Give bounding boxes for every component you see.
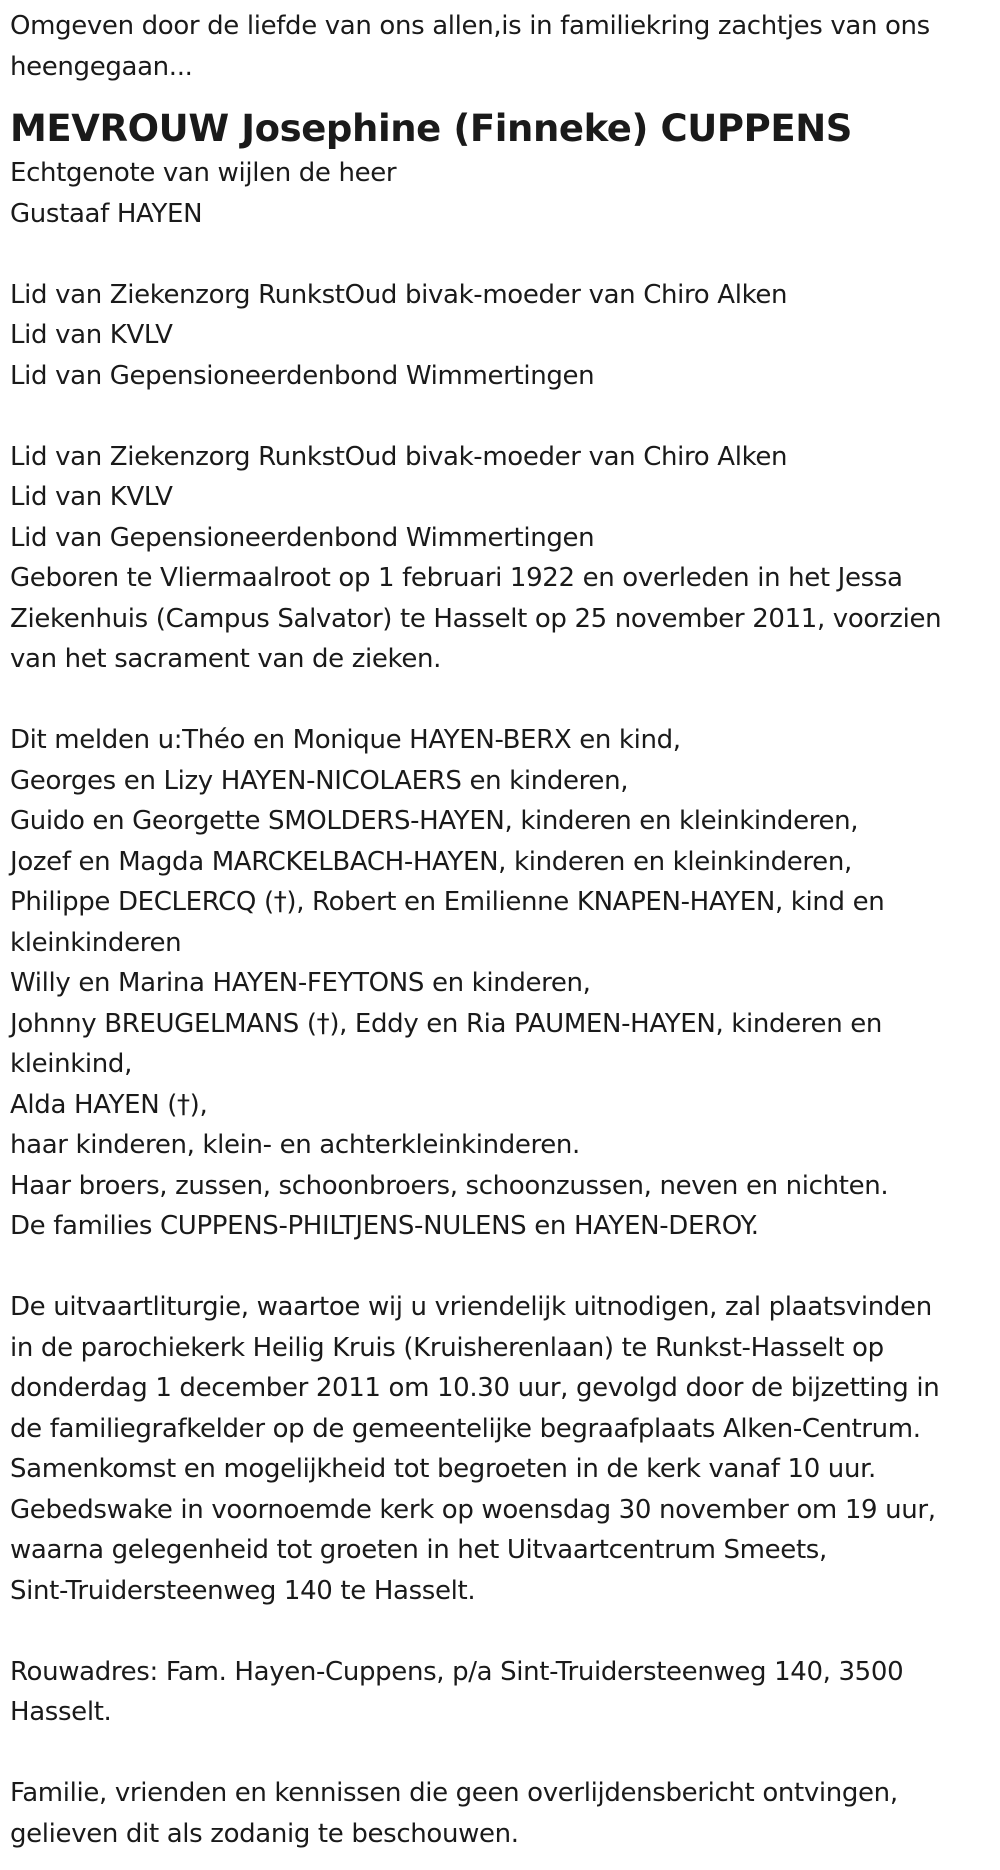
intro-paragraph xyxy=(10,6,990,87)
family-line: Willy en Marina HAYEN-FEYTONS en kinderen, xyxy=(10,968,591,998)
birth-death-line: Geboren te Vliermaalroot op 1 februari 1922 en overleden in het Jessa xyxy=(10,563,903,593)
family-line: Philippe DECLERCQ (†), Robert en Emilienne KNAPEN-HAYEN, kind en xyxy=(10,887,885,917)
family-line: Haar broers, zussen, schoonbroers, schoonzussen, neven en nichten. xyxy=(10,1170,889,1201)
closing-paragraph xyxy=(10,1773,990,1854)
funeral-line: waarna gelegenheid tot groeten in het Uitvaartcentrum Smeets, xyxy=(10,1535,827,1565)
funeral-line: De uitvaartliturgie, waartoe wij u vriendelijk uitnodigen, zal plaatsvinden xyxy=(10,1292,932,1322)
family-line: Georges en Lizy HAYEN-NICOLAERS en kinderen, xyxy=(10,765,629,796)
birth-death-paragraph xyxy=(10,558,990,680)
spacer xyxy=(10,1611,990,1652)
membership-line: Lid van Ziekenzorg RunkstOud bivak-moeder van Chiro Alken xyxy=(10,441,788,472)
family-line: Johnny BREUGELMANS (†), Eddy en Ria PAUMEN-HAYEN, kinderen en xyxy=(10,1008,883,1039)
membership-line: Lid van Ziekenzorg RunkstOud bivak-moeder van Chiro Alken xyxy=(10,279,788,310)
intro-line: heengegaan... xyxy=(10,51,193,82)
funeral-line: in de parochiekerk Heilig Kruis (Kruisherenlaan) te Runkst-Hasselt op xyxy=(10,1332,884,1363)
address-line: Hasselt. xyxy=(10,1697,112,1727)
family-line: Alda HAYEN (†), xyxy=(10,1089,208,1120)
membership-line: Lid van Gepensioneerdenbond Wimmertingen xyxy=(10,522,595,553)
spacer xyxy=(10,1247,990,1288)
family-line: haar kinderen, klein- en achterkleinkinderen. xyxy=(10,1130,580,1160)
spouse-line: Echtgenote van wijlen de heer xyxy=(10,158,397,188)
funeral-line: Sint-Truidersteenweg 140 te Hasselt. xyxy=(10,1575,476,1606)
funeral-line: de familiegrafkelder op de gemeentelijke begraafplaats Alken-Centrum. xyxy=(10,1413,921,1444)
birth-death-line: Ziekenhuis (Campus Salvator) te Hasselt op 25 november 2011, voorzien xyxy=(10,603,942,634)
funeral-line: Samenkomst en mogelijkheid tot begroeten in de kerk vanaf 10 uur. xyxy=(10,1454,876,1484)
family-line: Jozef en Magda MARCKELBACH-HAYEN, kinderen en kleinkinderen, xyxy=(10,846,852,877)
spouse-paragraph xyxy=(10,153,990,234)
family-line: kleinkind, xyxy=(10,1049,133,1079)
funeral-line: donderdag 1 december 2011 om 10.30 uur, gevolgd door de bijzetting in xyxy=(10,1373,940,1403)
family-line: kleinkinderen xyxy=(10,927,182,958)
closing-line: Familie, vrienden en kennissen die geen overlijdensbericht ontvingen, xyxy=(10,1778,898,1808)
birth-death-line: van het sacrament van de zieken. xyxy=(10,644,442,674)
intro-line: Omgeven door de liefde van ons allen,is in familiekring zachtjes van ons xyxy=(10,11,930,41)
spouse-line: Gustaaf HAYEN xyxy=(10,198,203,229)
spacer xyxy=(10,680,990,721)
spacer xyxy=(10,234,990,275)
memberships-paragraph-1 xyxy=(10,275,990,397)
closing-line: gelieven dit als zodanig te beschouwen. xyxy=(10,1818,519,1849)
membership-line: Lid van KVLV xyxy=(10,320,173,350)
funeral-line: Gebedswake in voornoemde kerk op woensdag 30 november om 19 uur, xyxy=(10,1494,936,1525)
membership-line: Lid van Gepensioneerdenbond Wimmertingen xyxy=(10,360,595,391)
family-line: Guido en Georgette SMOLDERS-HAYEN, kinderen en kleinkinderen, xyxy=(10,806,859,836)
address-line: Rouwadres: Fam. Hayen-Cuppens, p/a Sint-Truidersteenweg 140, 3500 xyxy=(10,1656,904,1687)
spacer xyxy=(10,1733,990,1774)
family-paragraph xyxy=(10,720,990,1247)
address-paragraph xyxy=(10,1652,990,1733)
funeral-paragraph xyxy=(10,1287,990,1611)
membership-line: Lid van KVLV xyxy=(10,482,173,512)
spacer xyxy=(10,396,990,437)
deceased-name-title: MEVROUW Josephine (Finneke) CUPPENS xyxy=(10,107,853,150)
family-line: De families CUPPENS-PHILTJENS-NULENS en HAYEN-DEROY. xyxy=(10,1211,759,1241)
family-line: Dit melden u:Théo en Monique HAYEN-BERX en kind, xyxy=(10,725,681,755)
memberships-paragraph-2 xyxy=(10,437,990,559)
